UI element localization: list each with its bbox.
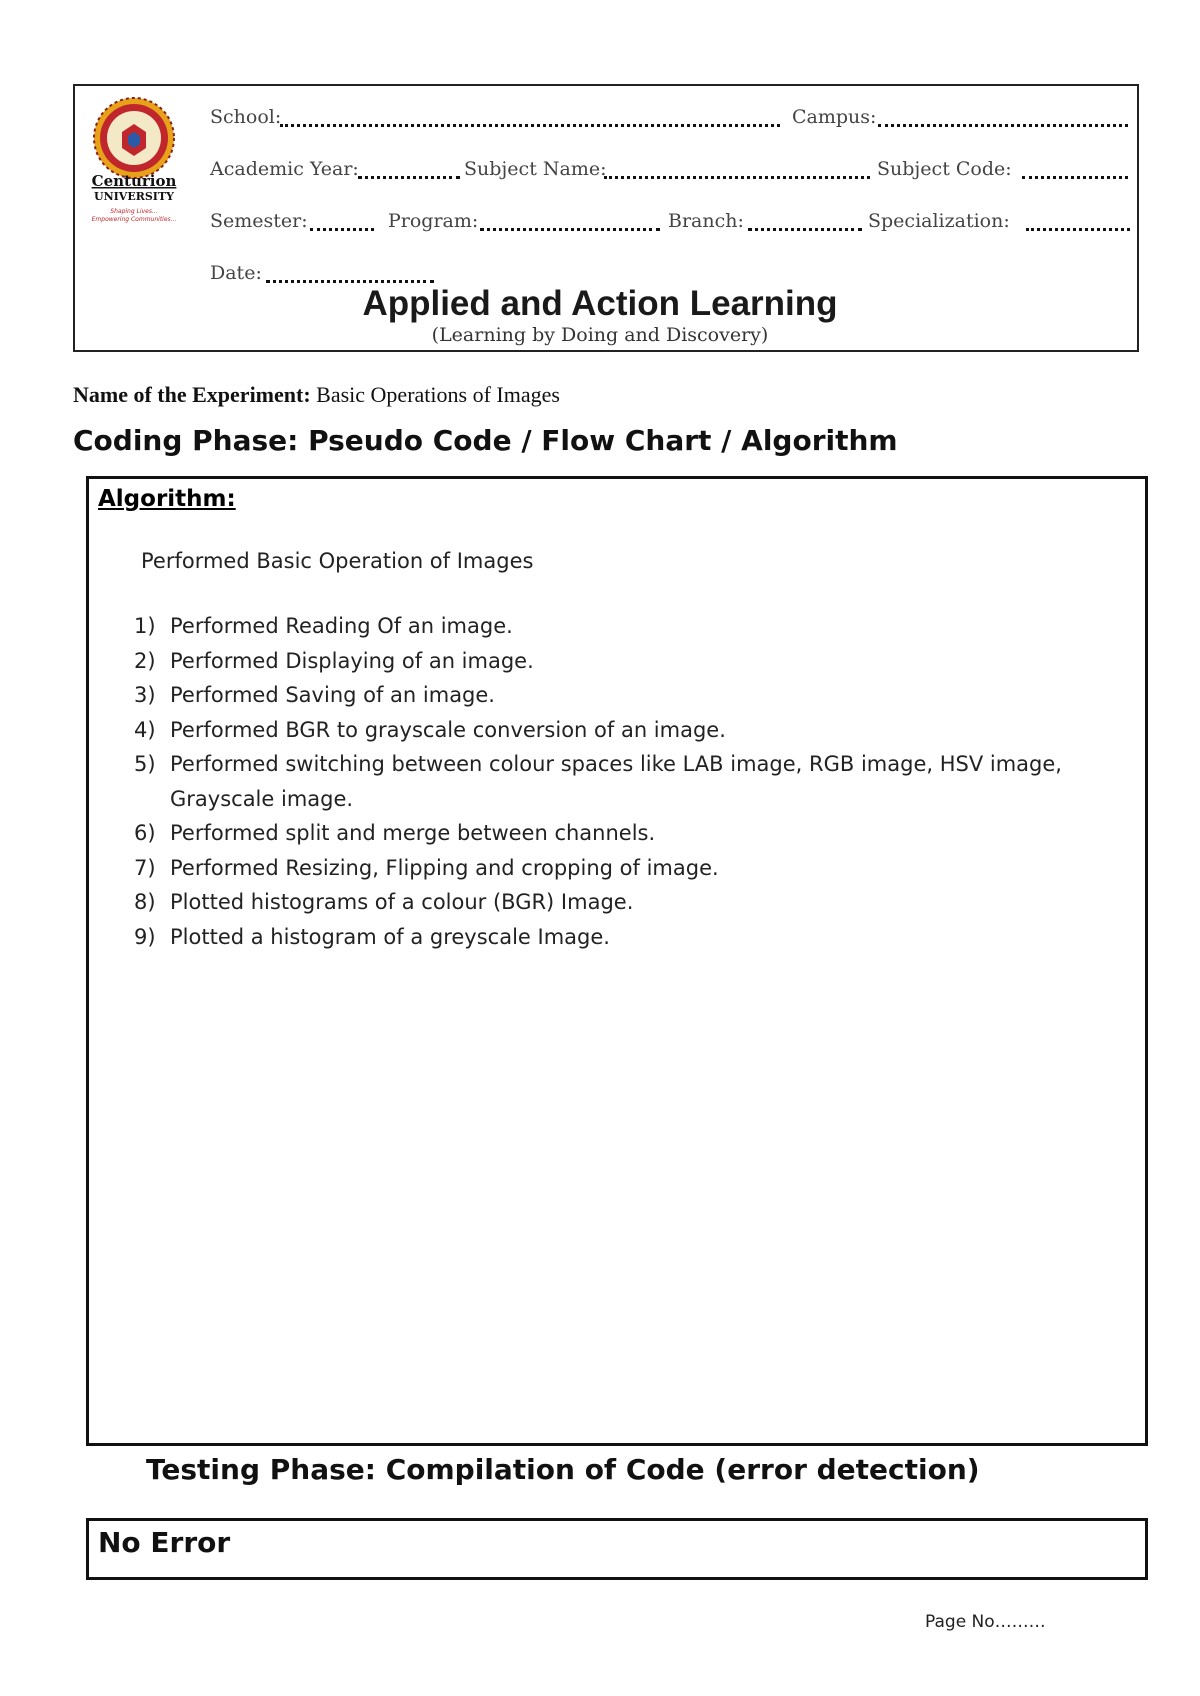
subject-code-label: Subject Code: bbox=[877, 158, 1012, 180]
logo-tagline-2: Empowering Communities... bbox=[91, 216, 177, 223]
algorithm-label: Algorithm: bbox=[98, 486, 236, 512]
logo-name: Centurion bbox=[91, 172, 177, 190]
school-blank[interactable] bbox=[280, 124, 780, 127]
campus-label: Campus: bbox=[792, 106, 877, 128]
page-subtitle: (Learning by Doing and Discovery) bbox=[431, 324, 769, 346]
program-label: Program: bbox=[388, 210, 479, 232]
semester-label: Semester: bbox=[210, 210, 308, 232]
date-blank[interactable] bbox=[266, 280, 434, 283]
branch-blank[interactable] bbox=[748, 228, 862, 231]
page-number: Page No……… bbox=[925, 1612, 1046, 1632]
logo-subname: UNIVERSITY bbox=[94, 190, 174, 203]
algorithm-step: 9) Plotted a histogram of a greyscale Image. bbox=[134, 924, 610, 949]
algorithm-step: 7) Performed Resizing, Flipping and cropping of image. bbox=[134, 855, 719, 880]
algorithm-step: 3) Performed Saving of an image. bbox=[134, 683, 495, 707]
specialization-blank[interactable] bbox=[1026, 228, 1130, 231]
university-logo bbox=[88, 92, 188, 242]
algorithm-step: 1) Performed Reading Of an image. bbox=[134, 614, 513, 638]
algorithm-steps bbox=[130, 609, 1140, 954]
subject-name-label: Subject Name: bbox=[464, 158, 607, 180]
algorithm-step: 6) Performed split and merge between channels. bbox=[134, 821, 656, 845]
campus-blank[interactable] bbox=[878, 124, 1128, 127]
algorithm-step: 5) Performed switching between colour spaces like LAB image, RGB image, HSV image, Grayscale image. bbox=[134, 752, 1062, 811]
result-text: No Error bbox=[98, 1526, 231, 1559]
program-blank[interactable] bbox=[480, 228, 660, 231]
algorithm-intro: Performed Basic Operation of Images bbox=[141, 549, 534, 573]
subject-name-blank[interactable] bbox=[604, 176, 870, 179]
algorithm-step: 4) Performed BGR to grayscale conversion of an image. bbox=[134, 717, 726, 742]
logo-tagline-1: Shaping Lives... bbox=[110, 208, 158, 215]
school-label: School: bbox=[210, 106, 282, 128]
logo-emblem-icon bbox=[88, 92, 188, 242]
algorithm-step: 8) Plotted histograms of a colour (BGR) Image. bbox=[134, 890, 634, 914]
specialization-label: Specialization: bbox=[868, 210, 1010, 232]
testing-phase-heading: Testing Phase: Compilation of Code (error detection) bbox=[146, 1453, 980, 1486]
experiment-line bbox=[73, 382, 560, 408]
academic-year-blank[interactable] bbox=[358, 176, 460, 179]
subject-code-blank[interactable] bbox=[1022, 176, 1128, 179]
branch-label: Branch: bbox=[668, 210, 744, 232]
page-title: Applied and Action Learning bbox=[362, 284, 838, 323]
academic-year-label: Academic Year: bbox=[210, 158, 359, 180]
experiment-name: Basic Operations of Images bbox=[316, 382, 560, 407]
date-label: Date: bbox=[210, 262, 262, 284]
coding-phase-heading: Coding Phase: Pseudo Code / Flow Chart / Algorithm bbox=[73, 424, 898, 457]
algorithm-step: 2) Performed Displaying of an image. bbox=[134, 648, 534, 673]
result-box bbox=[86, 1518, 1148, 1580]
experiment-label: Name of the Experiment: bbox=[73, 382, 311, 407]
semester-blank[interactable] bbox=[310, 228, 374, 231]
